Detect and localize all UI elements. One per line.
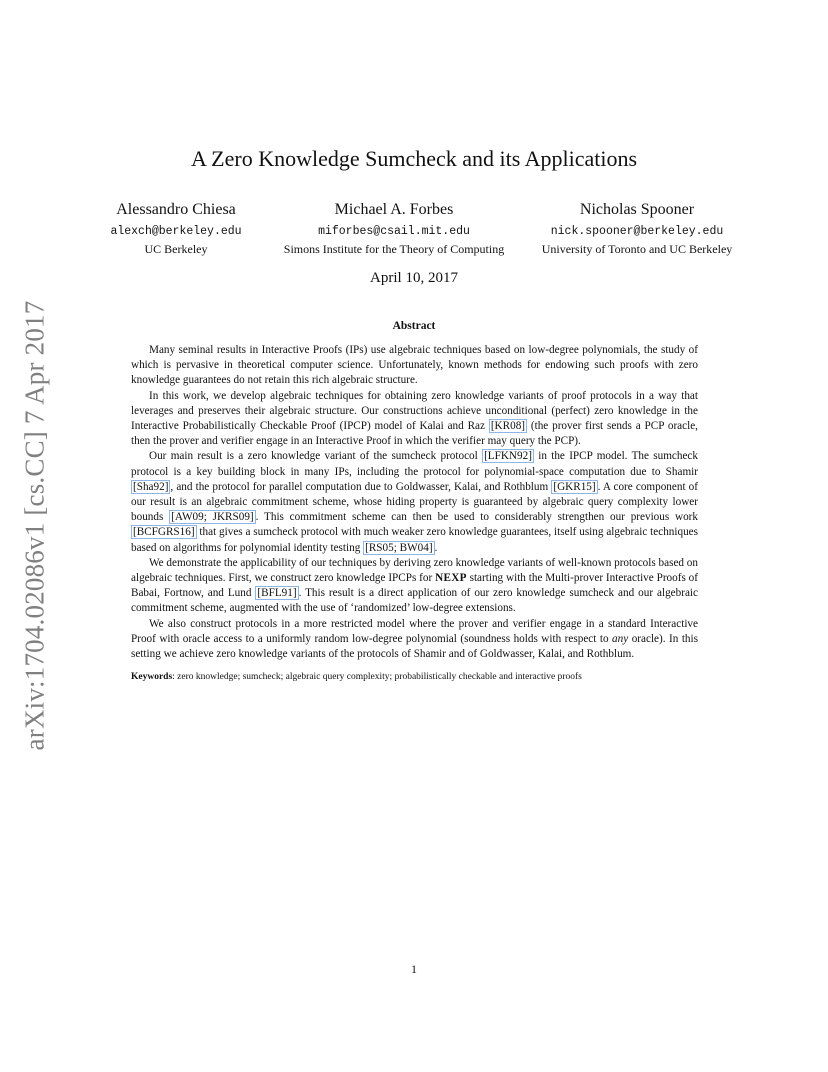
complexity-class-nexp: NEXP <box>435 572 467 585</box>
abstract-paragraph-2 <box>131 389 698 450</box>
abstract-paragraph-1: Many seminal results in Interactive Proofs (IPs) use algebraic techniques based on low-degree polynomials, the study of which is pervasive in theoretical computer science. Unfortunately, known methods for endowing such proofs with zero knowledge guarantees do not retain this rich algebraic structure. <box>131 344 698 387</box>
citation-gkr15[interactable]: [GKR15] <box>553 480 596 493</box>
author-block-chiesa <box>96 200 256 257</box>
abstract-paragraph-3 <box>131 449 698 555</box>
abstract-text: in the IPCP model. The sumcheck protocol is a key building block in many IPs, including the protocol for polynomial-space computation due to Shamir <box>131 450 698 478</box>
author-block-forbes <box>272 200 516 257</box>
keywords-label: Keywords <box>131 672 173 682</box>
abstract-body <box>131 343 698 662</box>
author-affiliation: University of Toronto and UC Berkeley <box>541 242 733 256</box>
author-name: Nicholas Spooner <box>579 201 695 218</box>
abstract-heading: Abstract <box>392 320 436 332</box>
citation-rs05-bw04[interactable]: [RS05; BW04] <box>365 541 433 554</box>
citation-bfl91[interactable]: [BFL91] <box>257 587 297 600</box>
author-block-spooner <box>530 200 744 257</box>
abstract-text: (the prover first sends a PCP oracle, then the prover and verifier engage in an Interactive Proof in which the verifier may query the PCP). <box>131 420 698 448</box>
abstract-text: . This result is a direct application of our zero knowledge sumcheck and our algebraic commitment scheme, augmented with the use of ‘randomized’ low-degree extensions. <box>131 587 698 615</box>
abstract-paragraph-5 <box>131 617 698 663</box>
paper-title: A Zero Knowledge Sumcheck and its Applications <box>190 146 638 171</box>
citation-lfkn92[interactable]: [LFKN92] <box>484 450 532 463</box>
abstract-text: . This commitment scheme can then be used to considerably strengthen our previous work <box>255 511 698 524</box>
abstract-text: . <box>434 541 438 554</box>
citation-aw09-jkrs09[interactable]: [AW09; JKRS09] <box>171 511 254 524</box>
author-email: nick.spooner@berkeley.edu <box>550 225 724 238</box>
page-number: 1 <box>411 962 417 976</box>
citation-kr08[interactable]: [KR08] <box>490 420 526 433</box>
abstract-emphasis: any <box>612 632 629 645</box>
abstract-text: In this work, we develop algebraic techniques for obtaining zero knowledge variants of proof protocols in a way that leverages and preserves their algebraic structure. Our constructions achieve unconditional (perfect) zero knowledge in the Interactive Probabilistically Checkable Proof (IPCP) model of Kalai and Raz <box>131 389 698 433</box>
keywords-text: : zero knowledge; sumcheck; algebraic query complexity; probabilistically checkable and interactive proofs <box>172 672 582 682</box>
author-affiliation: Simons Institute for the Theory of Computing <box>283 242 505 256</box>
abstract-paragraph-4 <box>131 556 698 617</box>
arxiv-identifier-stamp <box>20 295 50 755</box>
abstract-text: that gives a sumcheck protocol with much weaker zero knowledge guarantees, itself using algebraic techniques based on algorithms for polynomial identity testing <box>131 526 698 554</box>
abstract-text: Our main result is a zero knowledge variant of the sumcheck protocol <box>149 450 483 463</box>
abstract-text: , and the protocol for parallel computation due to Goldwasser, Kalai, and Rothblum <box>170 480 552 493</box>
author-name: Alessandro Chiesa <box>116 201 236 218</box>
citation-bcfgrs16[interactable]: [BCFGRS16] <box>133 526 195 539</box>
keywords-line <box>131 672 711 682</box>
abstract-text: We also construct protocols in a more restricted model where the prover and verifier engage in a standard Interactive Proof with oracle access to a uniformly random low-degree polynomial (soundness holds with respect to <box>131 617 698 645</box>
abstract-text: starting with the Multi-prover Interactive Proofs of Babai, Fortnow, and Lund <box>131 572 698 600</box>
abstract-text: . A core component of our result is an algebraic commitment scheme, whose hiding property is guaranteed by algebraic query complexity lower bounds <box>131 480 699 524</box>
author-email: miforbes@csail.mit.edu <box>318 225 470 238</box>
abstract-text: oracle). In this setting we achieve zero knowledge variants of the protocols of Shamir and of Goldwasser, Kalai, and Rothblum. <box>131 632 698 661</box>
paper-date: April 10, 2017 <box>370 270 458 286</box>
author-email: alexch@berkeley.edu <box>110 225 242 238</box>
arxiv-identifier-text: arXiv:1704.02086v1 [cs.CC] 7 Apr 2017 <box>19 300 50 750</box>
citation-sha92[interactable]: [Sha92] <box>133 480 169 493</box>
author-affiliation: UC Berkeley <box>144 242 208 256</box>
abstract-text: We demonstrate the applicability of our techniques by deriving zero knowledge variants of well-known protocols based on algebraic techniques. First, we construct zero knowledge IPCPs for <box>131 556 698 585</box>
author-name: Michael A. Forbes <box>334 201 454 218</box>
